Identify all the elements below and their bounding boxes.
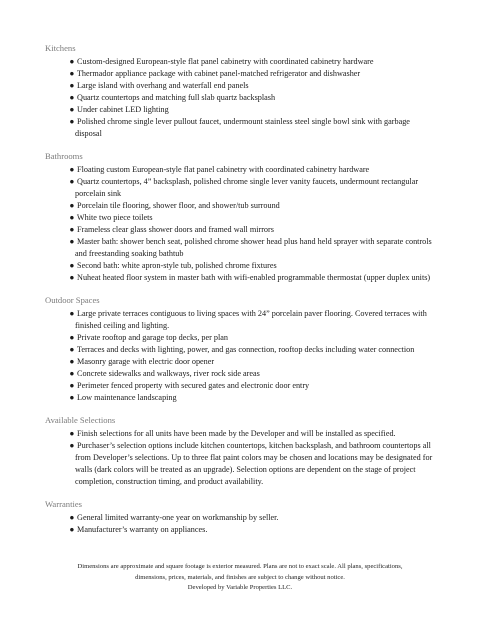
- list-item: ● Porcelain tile flooring, shower floor, and shower/tub surround: [69, 201, 280, 210]
- list-item: ● Floating custom European-style flat panel cabinetry with coordinated cabinetry hardware: [69, 165, 370, 174]
- section-heading: Outdoor Spaces: [45, 295, 100, 305]
- list-item: ● Frameless clear glass shower doors and framed wall mirrors: [69, 225, 274, 234]
- bullet-icon: ●: [69, 177, 75, 186]
- list-item: ● Nuheat heated floor system in master bath with wifi-enabled programmable thermostat (upper duplex units): [69, 273, 431, 282]
- bullet-icon: ●: [69, 333, 75, 342]
- list-item: ● Manufacturer’s warranty on appliances.: [69, 525, 208, 534]
- list-item: ● Second bath: white apron-style tub, polished chrome fixtures: [69, 261, 277, 270]
- bullet-list: [45, 428, 437, 488]
- bullet-icon: ●: [69, 525, 75, 534]
- bullet-icon: ●: [69, 513, 75, 522]
- bullet-list: [45, 308, 437, 404]
- bullet-icon: ●: [69, 69, 75, 78]
- list-item: ● White two piece toilets: [69, 213, 153, 222]
- bullet-list: [45, 56, 437, 140]
- section-heading: Bathrooms: [45, 151, 83, 161]
- list-item: ● Purchaser’s selection options include kitchen countertops, kitchen backsplash, and bathroom countertops all from Developer’s selections. Up to three flat paint colors may be chosen and locations may be designated for walls (dark colors will be treated as an upgrade). Selection options are dependent on the stage of project completion, construction timing, and product availability.: [69, 441, 433, 486]
- bullet-icon: ●: [69, 345, 75, 354]
- disclaimer-line: Dimensions are approximate and square footage is exterior measured. Plans are not to exact scale. All plans, specifications,: [77, 563, 403, 570]
- list-item: ● Concrete sidewalks and walkways, river rock side areas: [69, 369, 260, 378]
- list-item: ● Polished chrome single lever pullout faucet, undermount stainless steel single bowl sink with garbage disposal: [69, 117, 410, 138]
- bullet-icon: ●: [69, 93, 75, 102]
- section-available-selections: [45, 415, 437, 488]
- section-warranties: [45, 499, 437, 536]
- list-item: ● Quartz countertops and matching full slab quartz backsplash: [69, 93, 276, 102]
- bullet-list: [45, 164, 437, 284]
- list-item: ● Master bath: shower bench seat, polished chrome shower head plus hand held sprayer with separate controls and freestanding soaking bathtub: [69, 237, 432, 258]
- list-item: ● Private rooftop and garage top decks, per plan: [69, 333, 229, 342]
- bullet-icon: ●: [69, 237, 75, 246]
- bullet-icon: ●: [69, 357, 75, 366]
- bullet-icon: ●: [69, 105, 75, 114]
- disclaimer-footer: [30, 562, 450, 594]
- list-item: ● Large island with overhang and waterfall end panels: [69, 81, 249, 90]
- disclaimer-line: dimensions, prices, materials, and finishes are subject to change without notice.: [135, 573, 345, 581]
- bullet-icon: ●: [69, 213, 75, 222]
- bullet-list: [45, 512, 437, 536]
- list-item: ● General limited warranty-one year on workmanship by seller.: [69, 513, 279, 522]
- bullet-icon: ●: [69, 393, 75, 402]
- features-list: [45, 43, 437, 547]
- bullet-icon: ●: [69, 117, 75, 126]
- section-outdoor-spaces: [45, 295, 437, 404]
- section-kitchens: [45, 43, 437, 140]
- section-heading: Available Selections: [45, 415, 116, 425]
- section-bathrooms: [45, 151, 437, 284]
- developer-credit: Developed by Variable Properties LLC.: [187, 584, 293, 591]
- list-item: ● Thermador appliance package with cabinet panel-matched refrigerator and dishwasher: [69, 69, 361, 78]
- bullet-icon: ●: [69, 369, 75, 378]
- bullet-icon: ●: [69, 381, 75, 390]
- list-item: ● Masonry garage with electric door opener: [69, 357, 215, 366]
- list-item: ● Custom-designed European-style flat panel cabinetry with coordinated cabinetry hardware: [69, 57, 374, 66]
- bullet-icon: ●: [69, 201, 75, 210]
- section-heading: Kitchens: [45, 43, 76, 53]
- bullet-icon: ●: [69, 429, 75, 438]
- list-item: ● Large private terraces contiguous to living spaces with 24” porcelain paver flooring. Covered terraces with finished ceiling and lighting.: [69, 309, 427, 330]
- bullet-icon: ●: [69, 441, 75, 450]
- bullet-icon: ●: [69, 165, 75, 174]
- bullet-icon: ●: [69, 57, 75, 66]
- bullet-icon: ●: [69, 273, 75, 282]
- bullet-icon: ●: [69, 261, 75, 270]
- list-item: ● Finish selections for all units have been made by the Developer and will be installed as specified.: [69, 429, 396, 438]
- list-item: ● Quartz countertops, 4” backsplash, polished chrome single lever vanity faucets, undermount rectangular porcelain sink: [69, 177, 419, 198]
- list-item: ● Perimeter fenced property with secured gates and electronic door entry: [69, 381, 310, 390]
- bullet-icon: ●: [69, 81, 75, 90]
- bullet-icon: ●: [69, 225, 75, 234]
- list-item: ● Under cabinet LED lighting: [69, 105, 169, 114]
- list-item: ● Low maintenance landscaping: [69, 393, 177, 402]
- section-heading: Warranties: [45, 499, 83, 509]
- bullet-icon: ●: [69, 309, 75, 318]
- list-item: ● Terraces and decks with lighting, power, and gas connection, rooftop decks including water connection: [69, 345, 415, 354]
